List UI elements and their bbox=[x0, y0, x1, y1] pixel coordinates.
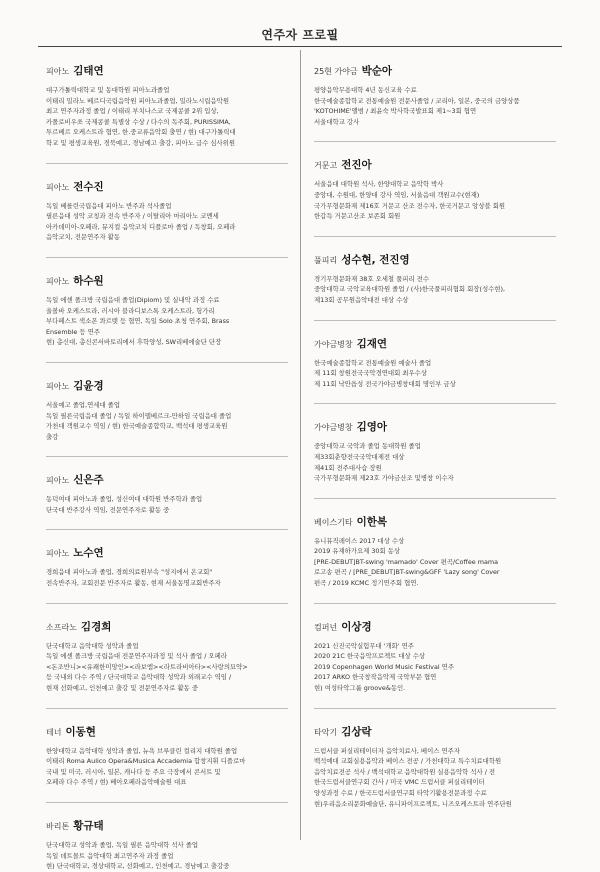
bio-line: 투르베르 오케스트라 협연, 한.중교류음악회 출연 / 현) 대구가톨릭대 bbox=[46, 128, 236, 137]
bio-line: Ensemble 등 연주 bbox=[46, 327, 100, 336]
bio-line: 제13회 공무원음악대전 대상 수상 bbox=[314, 295, 409, 304]
profile-separator bbox=[46, 529, 288, 530]
performer-name: 김재연 bbox=[356, 337, 388, 350]
performer-heading bbox=[46, 544, 288, 561]
bio-line: 아카데미아-오페라, 뮤지컬 음악코치 디플로마 졸업 / 독창회, 오페라 bbox=[46, 222, 236, 231]
performer-bio bbox=[46, 746, 288, 788]
bio-line: 한국예술종합학교 전통예술원 전문사졸업 / 코리아, 일본, 중국의 금양상품 bbox=[314, 96, 520, 105]
profile-separator bbox=[46, 603, 288, 604]
bio-line: 대구가톨릭대학교 및 동대학원 피아노과졸업 bbox=[46, 86, 170, 94]
profile-separator bbox=[46, 708, 288, 709]
bio-line: 제41회 전주대사습 장원 bbox=[314, 463, 382, 472]
performer-heading bbox=[46, 618, 288, 635]
performer-bio bbox=[314, 536, 556, 589]
performer-profile bbox=[314, 156, 556, 221]
performer-name: 김경희 bbox=[80, 620, 112, 633]
performer-heading bbox=[314, 723, 556, 740]
performer-bio bbox=[314, 274, 556, 306]
bio-line: 한국예술종합학교 전통예술원 예술사 졸업 bbox=[314, 358, 432, 367]
performer-name: 이동현 bbox=[65, 725, 96, 738]
performer-role: 25현 가야금 bbox=[314, 67, 358, 76]
performer-heading bbox=[46, 62, 288, 79]
performer-role: 가야금병창 bbox=[314, 339, 353, 349]
performer-heading bbox=[46, 178, 288, 195]
performer-profile bbox=[46, 817, 288, 872]
performer-name: 이한복 bbox=[356, 515, 388, 528]
performer-role: 컴퍼넌 bbox=[314, 622, 338, 632]
performer-profile bbox=[314, 251, 556, 306]
bio-line: 2017 ARKO 한국창작음악제 국악부문 협연 bbox=[314, 673, 437, 682]
bio-line: 단국대학교 음악대학 성악과 졸업 bbox=[46, 641, 139, 650]
performer-heading bbox=[314, 156, 556, 173]
performer-bio bbox=[46, 641, 288, 694]
bio-line: <돈조반니><유쾌한미망인><라보엠><라트라비아타><사랑의묘약> bbox=[46, 662, 248, 671]
bio-line: 현재 선화예고, 인천예고 출강 및 전문연주자로 활동 중 bbox=[46, 684, 199, 693]
bio-line: 독일 필른국립음대 졸업 / 독일 하이델베르크-만하임 국립음대 졸업 bbox=[46, 411, 232, 420]
profile-separator bbox=[46, 257, 288, 258]
bio-line: 중앙대, 수원대, 한양대 강사 역임, 서울음대 객원교수(현재) bbox=[314, 190, 480, 199]
bio-line: 제 11회 낙안읍성 전국가야금병창대회 명인부 금상 bbox=[314, 379, 456, 388]
performer-role: 피아노 bbox=[46, 182, 70, 192]
performer-role: 풀피리 bbox=[314, 255, 338, 265]
performer-heading bbox=[46, 471, 288, 488]
profile-separator bbox=[314, 603, 556, 604]
bio-line: 현)우리음소리문화예술단, 유니파이프로젝트, 니즈오케스트라 연주단원 bbox=[314, 799, 512, 808]
performer-name: 김영아 bbox=[356, 421, 388, 434]
bio-line: 가천대 객원교수 역임 / 현) 한국예술종합학교, 백석대 평생교육원 bbox=[46, 422, 228, 431]
performer-bio bbox=[314, 441, 556, 483]
performer-name: 황규태 bbox=[73, 820, 104, 832]
bio-line: 경기무형문화재 38호 오세철 풀피리 전수 bbox=[314, 274, 430, 283]
performer-bio bbox=[314, 358, 556, 390]
bio-line: 제33회춘향전국국악대제전 대상 bbox=[314, 452, 405, 461]
performer-name: 김윤경 bbox=[73, 379, 104, 392]
bio-line: 국가무형문화재 제23호 가야금산조 및병창 이수자 bbox=[314, 474, 454, 483]
bio-line: 유니뮤직레이스 2017 대상 수상 bbox=[314, 536, 405, 545]
performer-name: 김태연 bbox=[73, 65, 104, 77]
bio-line: 이태리 Roma Aulico Opera&Musica Accademia 합창지휘 디플로마 bbox=[46, 757, 246, 766]
performer-role: 바리톤 bbox=[46, 822, 70, 831]
performer-bio bbox=[46, 840, 288, 872]
performer-heading bbox=[314, 513, 556, 530]
bio-line: 학교 및 평생교육원, 경북예고, 경남예고 출강, 피아노 급수 심사위원 bbox=[46, 138, 236, 147]
bio-line: 울볼바 오케스트라, 러시아 블라디보스톡 오케스트라, 헝가리 bbox=[46, 306, 215, 315]
bio-line: 음악코치, 전문연주자 활동 bbox=[46, 233, 121, 242]
profile-separator bbox=[314, 708, 556, 709]
performer-name: 성수현, 전진영 bbox=[341, 253, 410, 266]
performer-name: 이상경 bbox=[341, 620, 372, 633]
performer-role: 피아노 bbox=[46, 549, 70, 559]
performer-role: 피아노 bbox=[46, 67, 70, 76]
bio-line: 최고 연주자과정 졸업 / 이태리 부치나스코 국제콩쿨 2위 입상, bbox=[46, 107, 219, 116]
bio-line: 국가무형문화재 제16호 거문고 산조 전수자, 한국거문고 앙상블 회원 bbox=[314, 201, 506, 210]
bio-line: 현) 단국대학교, 경상대학교, 선화예고, 인천예고, 경남예고 출강중 bbox=[46, 862, 230, 871]
bio-line: 서울대학교 강사 bbox=[314, 117, 360, 126]
bio-line: 편곡 / 2019 KCMC 정기연주회 협연. bbox=[314, 579, 419, 588]
bio-line: 단국대 반주강사 역임, 전문연주자로 활동 중 bbox=[46, 505, 170, 514]
performer-profile bbox=[46, 471, 288, 515]
performer-profile bbox=[46, 544, 288, 588]
performer-bio bbox=[314, 85, 556, 127]
bio-line: [PRE-DEBUT]BT-swing 'mamado' Cover 편곡/Coffee mama bbox=[314, 557, 499, 566]
bio-line: 동덕여대 피아노과 졸업, 성신여대 대학원 반주학과 졸업 bbox=[46, 495, 203, 504]
profile-separator bbox=[46, 362, 288, 363]
performer-bio bbox=[46, 295, 288, 348]
bio-line: 현) 여성타악그룹 groove&동인. bbox=[314, 684, 406, 693]
performer-role: 소프라노 bbox=[46, 622, 77, 632]
profile-separator bbox=[314, 141, 556, 142]
performer-role: 피아노 bbox=[46, 476, 70, 486]
performer-name: 전진아 bbox=[341, 159, 372, 172]
performer-profile bbox=[46, 723, 288, 788]
performer-role: 피아노 bbox=[46, 381, 70, 391]
performer-profile bbox=[314, 723, 556, 810]
performer-profile bbox=[314, 418, 556, 483]
performer-bio bbox=[46, 494, 288, 515]
profile-separator bbox=[46, 163, 288, 164]
bio-line: 서울예고 졸업,연세대 졸업 bbox=[46, 400, 121, 409]
performer-profile bbox=[314, 62, 556, 127]
title-rule bbox=[38, 46, 562, 47]
performer-role: 거문고 bbox=[314, 161, 338, 171]
bio-line: 독일 에센 폴크방 국립음대 졸업(Diplom) 및 실내악 과정 수료 bbox=[46, 295, 220, 304]
performer-bio bbox=[46, 85, 288, 149]
performer-bio bbox=[46, 400, 288, 442]
bio-line: 한양대학교 음악대학 성악과 졸업, 뉴욕 브루클린 컬리지 대학원 졸업 bbox=[46, 746, 238, 755]
bio-line: 양성과정 수료 / 한국드럼서클연구회 타악기활용전문과정 수료 bbox=[314, 789, 487, 797]
bio-line: 독일 에센 폴크방 국립음대 전문연주자과정 및 석사 졸업 / 오페라 bbox=[46, 652, 227, 661]
performer-heading bbox=[314, 251, 556, 268]
performer-heading bbox=[314, 335, 556, 352]
performer-profile bbox=[46, 178, 288, 243]
bio-line: 'KOTOHIME'앨범 / 최윤숙 박사학국발표회 제1~3회 협연 bbox=[314, 107, 477, 116]
profile-separator bbox=[314, 498, 556, 499]
performer-profile bbox=[46, 272, 288, 348]
bio-line: 독일 데트몰트 음악대학 최고연주자 과정 졸업 bbox=[46, 851, 174, 860]
profile-separator bbox=[314, 320, 556, 321]
bio-line: 드럼서클 퍼실리테이터자 음악치료사, 베이스 연주자 bbox=[314, 746, 460, 755]
performer-heading bbox=[46, 723, 288, 740]
profile-separator bbox=[46, 456, 288, 457]
performer-role: 베이스기타 bbox=[314, 517, 353, 527]
bio-line: 백석예대 교회실용음악과 베이스 전공 / 가천대학교 특수치료대학원 bbox=[314, 757, 502, 766]
bio-line: 독일 베를린국립음대 피아노 반주과 석사졸업 bbox=[46, 201, 172, 210]
profile-separator bbox=[314, 403, 556, 404]
performer-heading bbox=[46, 377, 288, 394]
performer-name: 하수원 bbox=[73, 274, 104, 287]
bio-line: 출강 bbox=[46, 432, 59, 441]
performer-name: 신은주 bbox=[73, 474, 104, 487]
bio-line: 전속반주자, 교회전문 반주자로 활동, 현재 서울동명교회반주자 bbox=[46, 579, 221, 588]
performer-heading bbox=[314, 418, 556, 435]
bio-line: 중앙대학교 국악교육대학원 졸업 / (사)한국풀피리협회 회장(성수현), bbox=[314, 285, 505, 294]
bio-line: 단국대학교 성악과 졸업, 독일 필른 음악대학 석사 졸업 bbox=[46, 841, 199, 849]
bio-line: 2020 21C 한국음악프로젝트 대상 수상 bbox=[314, 652, 426, 661]
bio-line: 부다페스트 색소폰 콰르텟 등 협연, 독일 Solo 초청 연주회, Brass bbox=[46, 317, 230, 326]
bio-line: 음악치료전공 석사 / 백석대학교 음악대학원 실용음악학 석사 / 전 bbox=[314, 767, 496, 776]
bio-line: 한갑득 거문고산조 보존회 회원 bbox=[314, 212, 401, 221]
performer-bio bbox=[314, 746, 556, 810]
bio-line: 한국드럼서클연구회 간사 / 미국 VMC 드럼서클 퍼실리테이터 bbox=[314, 778, 485, 787]
performer-name: 노수연 bbox=[73, 547, 104, 560]
performer-heading bbox=[46, 272, 288, 289]
right-column bbox=[314, 62, 556, 842]
bio-line: 오페라 다수 주역 / 현) 베아오페라음악예술원 대표 bbox=[46, 778, 187, 787]
left-column bbox=[46, 62, 288, 871]
page-title: 연주자 프로필 bbox=[261, 28, 339, 42]
performer-bio bbox=[314, 179, 556, 221]
performer-role: 테너 bbox=[46, 727, 62, 737]
bio-line: 2019 Copenhagen World Music Festival 연주 bbox=[314, 662, 455, 671]
profile-separator bbox=[314, 236, 556, 237]
bio-line: 등 국내외 다수 주역 / 단국대학교 음악대학 성악과 외래교수 역임 / bbox=[46, 673, 232, 682]
performer-bio bbox=[314, 641, 556, 694]
column-divider bbox=[300, 50, 301, 840]
bio-line: 국내 및 미국, 러시아, 일본, 캐나다 등 주요 극장에서 콘서트 및 bbox=[46, 767, 221, 776]
bio-line: 이태리 밀라노 베르디국립음악원 피아노과졸업, 밀라노시립음악원 bbox=[46, 96, 230, 105]
profile-separator bbox=[46, 802, 288, 803]
performer-profile bbox=[46, 377, 288, 442]
bio-line: 필른음대 성악 코칭과 전속 반주자 / 이탈리아 마리아노 코멘세 bbox=[46, 212, 219, 221]
performer-profile bbox=[314, 513, 556, 589]
bio-line: 제 11회 창원전국국악경연대회 최우수상 bbox=[314, 369, 427, 378]
bio-line: 2021 신진국악실험무대 '개화' 연주 bbox=[314, 641, 414, 650]
bio-line: 2019 유재하가요제 30회 동상 bbox=[314, 547, 401, 556]
performer-heading bbox=[314, 618, 556, 635]
bio-line: 경희음대 피아노과 졸업, 경희의료원부속 "성지에서 온교회" bbox=[46, 568, 213, 577]
performer-heading bbox=[314, 62, 556, 79]
performer-heading bbox=[46, 817, 288, 834]
bio-line: 서울음대 대학원 석사, 한양대학교 음악학 박사 bbox=[314, 180, 444, 189]
performer-name: 전수진 bbox=[73, 180, 104, 193]
performer-profile bbox=[314, 618, 556, 694]
bio-line: 중앙대학교 국악과 졸업 동대학원 졸업 bbox=[314, 442, 421, 451]
performer-bio bbox=[46, 201, 288, 243]
performer-role: 타악기 bbox=[314, 727, 338, 737]
bio-line: 카폴로비우쏘 국제콩쿨 특별상 수상 / 다수의 독주회, PURISSIMA, bbox=[46, 117, 231, 126]
performer-bio bbox=[46, 567, 288, 588]
performer-role: 가야금병창 bbox=[314, 423, 353, 433]
performer-name: 박순아 bbox=[361, 65, 393, 77]
performer-role: 피아노 bbox=[46, 276, 70, 286]
performer-profile bbox=[46, 618, 288, 694]
bio-line: 평양음악무용대학 4년 동신교육 수료 bbox=[314, 86, 417, 94]
performer-name: 김상락 bbox=[341, 725, 372, 738]
performer-profile bbox=[46, 62, 288, 149]
performer-profile bbox=[314, 335, 556, 390]
bio-line: 현) 총신대, 총신콘서바토리에서 후학양성, SW리베에술단 단장 bbox=[46, 338, 222, 347]
bio-line: 로고송 편곡 / [PRE_DEBUT]BT-swing&GFF 'Lazy song' Cover bbox=[314, 568, 500, 577]
